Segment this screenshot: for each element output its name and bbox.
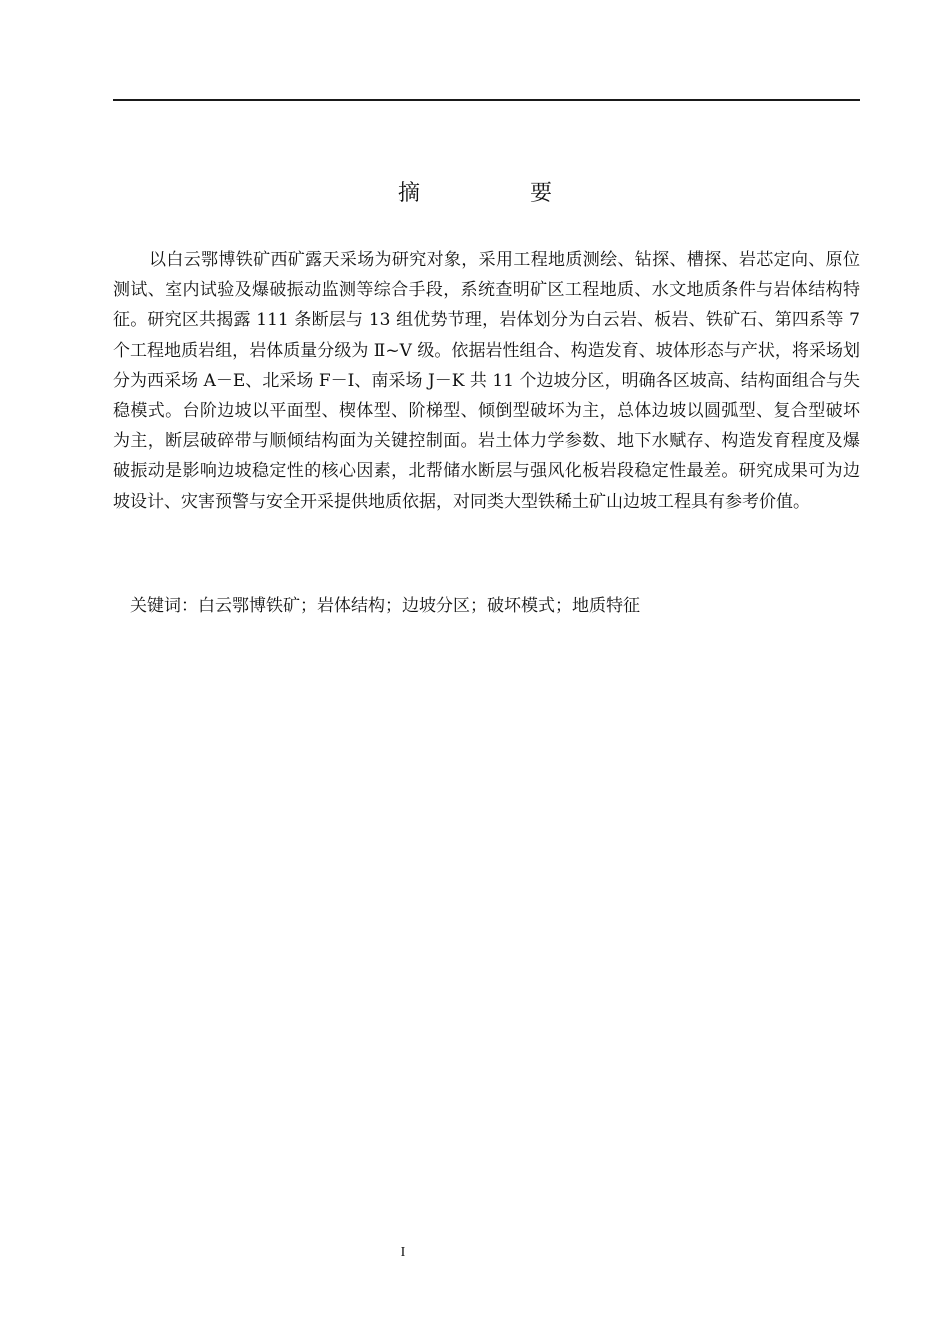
keywords-line [130, 594, 640, 618]
keywords-text: 白云鄂博铁矿；岩体结构；边坡分区；破坏模式；地质特征 [198, 596, 640, 616]
abstract-body: 以白云鄂博铁矿西矿露天采场为研究对象，采用工程地质测绘、钻探、槽探、岩芯定向、原位测试、室内试验及爆破振动监测等综合手段，系统查明矿区工程地质、水文地质条件与岩体结构特征。研究区共揭露 111 条断层与 13 组优势节理，岩体划分为白云岩、板岩、铁矿石、第四系等 7 个工程地质岩组，岩体质量分级为 Ⅱ~Ⅴ 级。依据岩性组合、构造发育、坡体形态与产状，将采场划分为西采场 A－E、北采场 F－I、南采场 J－K 共 11 个边坡分区，明确各区坡高、结构面组合与失稳模式。台阶边坡以平面型、楔体型、阶梯型、倾倒型破坏为主，总体边坡以圆弧型、复合型破坏为主，断层破碎带与顺倾结构面为关键控制面。岩土体力学参数、地下水赋存、构造发育程度及爆破振动是影响边坡稳定性的核心因素，北帮储水断层与强风化板岩段稳定性最差。研究成果可为边坡设计、灾害预警与安全开采提供地质依据，对同类大型铁稀土矿山边坡工程具有参考价值。 [113, 250, 860, 512]
abstract-title: 摘 要 [397, 181, 596, 206]
header-rule [113, 99, 860, 101]
keywords-label: 关键词： [130, 596, 198, 616]
page-number: I [400, 1245, 406, 1260]
